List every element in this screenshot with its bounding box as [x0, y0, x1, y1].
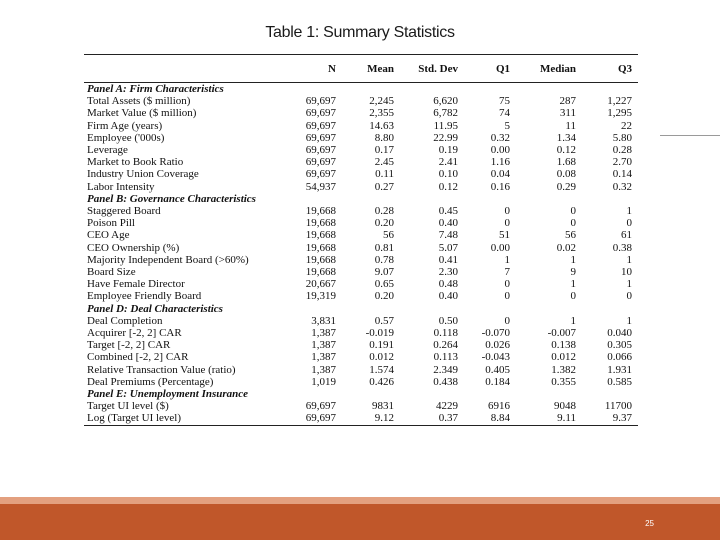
cell-std-dev: 4229: [436, 400, 458, 413]
cell-mean: 0.78: [374, 253, 394, 266]
cell-q1: 0: [504, 205, 510, 218]
table-row: [84, 376, 638, 388]
footer-bar: [0, 504, 720, 540]
header-label-cell: [84, 55, 280, 83]
cell-median: 0.29: [556, 180, 576, 193]
cell-q3: 1: [626, 278, 632, 291]
table-row: [84, 120, 638, 132]
header-std-dev: Std. Dev: [400, 55, 464, 83]
cell-n: 3,831: [311, 314, 336, 327]
cell-q3: 1,227: [607, 95, 632, 108]
cell-q3: 1: [626, 205, 632, 218]
cell-mean: 0.426: [369, 375, 394, 388]
cell-q3: 0: [626, 217, 632, 230]
cell-q3: 0.066: [607, 351, 632, 364]
cell-q1: 0.405: [485, 363, 510, 376]
cell-median: 56: [565, 229, 576, 242]
divider-line: [660, 135, 720, 136]
cell-n: 1,387: [311, 327, 336, 340]
table-row: [84, 412, 638, 424]
table-row: [84, 217, 638, 229]
cell-median: 11: [565, 119, 576, 132]
cell-n: 69,697: [305, 400, 336, 413]
cell-q1: -0.070: [481, 327, 510, 340]
cell-n: 69,697: [305, 412, 336, 425]
cell-q1: 0.04: [490, 168, 510, 181]
row-label: Firm Age (years): [87, 119, 163, 132]
cell-std-dev: 0.45: [438, 205, 458, 218]
cell-median: 9048: [554, 400, 576, 413]
cell-q1: 5: [504, 119, 510, 132]
row-label: Leverage: [87, 144, 128, 157]
cell-median: 0.08: [556, 168, 576, 181]
table-row: [84, 339, 638, 351]
cell-q1: 0.026: [485, 339, 510, 352]
cell-std-dev: 2.349: [433, 363, 458, 376]
row-label: Market to Book Ratio: [87, 156, 184, 169]
row-label: Target [-2, 2] CAR: [87, 339, 171, 352]
cell-std-dev: 0.113: [433, 351, 458, 364]
cell-median: 0.12: [556, 144, 576, 157]
cell-std-dev: 0.48: [438, 278, 458, 291]
table-row: [84, 327, 638, 339]
cell-q3: 61: [621, 229, 632, 242]
cell-mean: 2,355: [369, 107, 394, 120]
header-mean: Mean: [342, 55, 400, 83]
cell-n: 69,697: [305, 168, 336, 181]
row-label: Market Value ($ million): [87, 107, 197, 120]
cell-q1: 8.84: [490, 412, 510, 425]
cell-median: 0.355: [551, 375, 576, 388]
table-body: [84, 83, 638, 425]
cell-median: 1.34: [556, 131, 576, 144]
cell-n: 19,668: [305, 241, 336, 254]
cell-q1: 7: [504, 266, 510, 279]
panel-heading: Panel B: Governance Characteristics: [87, 192, 256, 205]
cell-q3: 1.931: [607, 363, 632, 376]
cell-n: 1,387: [311, 363, 336, 376]
cell-median: 287: [559, 95, 576, 108]
cell-std-dev: 0.264: [433, 339, 458, 352]
footer-accent-strip: [0, 497, 720, 504]
cell-n: 69,697: [305, 107, 336, 120]
cell-median: 1.68: [556, 156, 576, 169]
cell-q1: 1.16: [490, 156, 510, 169]
cell-n: 69,697: [305, 144, 336, 157]
cell-median: 9.11: [557, 412, 576, 425]
cell-mean: 0.81: [374, 241, 394, 254]
cell-mean: -0.019: [365, 327, 394, 340]
table-row: [84, 266, 638, 278]
row-label: Industry Union Coverage: [87, 168, 199, 181]
cell-n: 19,668: [305, 217, 336, 230]
cell-n: 69,697: [305, 95, 336, 108]
cell-q3: 0: [626, 290, 632, 303]
cell-std-dev: 2.41: [438, 156, 458, 169]
cell-mean: 0.27: [374, 180, 394, 193]
row-label: CEO Age: [87, 229, 130, 242]
page-number: 25: [645, 519, 654, 528]
cell-n: 1,019: [311, 375, 336, 388]
row-label: Target UI level ($): [87, 400, 169, 413]
row-label: Employee Friendly Board: [87, 290, 202, 303]
cell-median: 1: [570, 253, 576, 266]
table-row: [84, 254, 638, 266]
cell-q3: 1: [626, 253, 632, 266]
cell-q1: 0.16: [490, 180, 510, 193]
cell-std-dev: 0.118: [433, 327, 458, 340]
cell-median: 0.02: [556, 241, 576, 254]
row-label: Relative Transaction Value (ratio): [87, 363, 236, 376]
panel-heading-row: [84, 83, 638, 96]
cell-n: 1,387: [311, 339, 336, 352]
cell-q3: 0.305: [607, 339, 632, 352]
cell-std-dev: 22.99: [433, 131, 458, 144]
cell-median: 9: [570, 266, 576, 279]
table-row: [84, 95, 638, 107]
cell-std-dev: 0.12: [438, 180, 458, 193]
cell-mean: 0.65: [374, 278, 394, 291]
cell-q3: 0.585: [607, 375, 632, 388]
cell-mean: 0.11: [375, 168, 394, 181]
cell-n: 69,697: [305, 156, 336, 169]
cell-median: 1: [570, 314, 576, 327]
panel-heading-row: [84, 303, 638, 315]
row-label: Majority Independent Board (>60%): [87, 253, 249, 266]
cell-std-dev: 0.40: [438, 217, 458, 230]
cell-std-dev: 0.41: [438, 253, 458, 266]
panel-heading-row: [84, 193, 638, 205]
table-row: [84, 156, 638, 168]
cell-q1: 0: [504, 290, 510, 303]
cell-q1: 0: [504, 217, 510, 230]
header-q3: Q3: [582, 55, 638, 83]
cell-q3: 10: [621, 266, 632, 279]
slide-title: Table 1: Summary Statistics: [265, 24, 455, 41]
cell-mean: 0.012: [369, 351, 394, 364]
cell-q3: 0.38: [612, 241, 632, 254]
cell-q3: 2.70: [612, 156, 632, 169]
cell-n: 69,697: [305, 131, 336, 144]
row-label: Staggered Board: [87, 205, 161, 218]
cell-std-dev: 0.37: [438, 412, 458, 425]
table-row: [84, 107, 638, 119]
panel-heading: Panel A: Firm Characteristics: [87, 83, 224, 95]
cell-q1: 6916: [488, 400, 510, 413]
cell-mean: 0.28: [374, 205, 394, 218]
table-row: [84, 242, 638, 254]
cell-std-dev: 11.95: [433, 119, 458, 132]
cell-q1: 0.32: [490, 131, 510, 144]
cell-std-dev: 5.07: [438, 241, 458, 254]
cell-median: 0: [570, 205, 576, 218]
cell-n: 1,387: [311, 351, 336, 364]
cell-median: 0.012: [551, 351, 576, 364]
cell-mean: 0.20: [374, 290, 394, 303]
row-label: CEO Ownership (%): [87, 241, 180, 254]
cell-mean: 9831: [372, 400, 394, 413]
cell-std-dev: 7.48: [438, 229, 458, 242]
cell-std-dev: 0.40: [438, 290, 458, 303]
cell-q3: 0.28: [612, 144, 632, 157]
cell-median: 0: [570, 290, 576, 303]
cell-std-dev: 2.30: [438, 266, 458, 279]
cell-q3: 0.14: [612, 168, 632, 181]
cell-n: 19,668: [305, 253, 336, 266]
summary-statistics-table: [84, 55, 638, 425]
panel-heading-row: [84, 388, 638, 400]
row-label: Have Female Director: [87, 278, 185, 291]
table-row: [84, 290, 638, 302]
table-row: [84, 144, 638, 156]
cell-q3: 1: [626, 314, 632, 327]
cell-mean: 56: [383, 229, 394, 242]
table-row: [84, 400, 638, 412]
table-row: [84, 278, 638, 290]
cell-median: 0.138: [551, 339, 576, 352]
cell-mean: 0.20: [374, 217, 394, 230]
header-median: Median: [516, 55, 582, 83]
cell-mean: 0.17: [374, 144, 394, 157]
table-row: [84, 181, 638, 193]
panel-heading: Panel D: Deal Characteristics: [87, 302, 223, 315]
cell-mean: 14.63: [369, 119, 394, 132]
cell-q1: 74: [499, 107, 510, 120]
cell-std-dev: 0.438: [433, 375, 458, 388]
cell-n: 54,937: [305, 180, 336, 193]
table-row: [84, 364, 638, 376]
cell-n: 20,667: [305, 278, 336, 291]
cell-q3: 5.80: [612, 131, 632, 144]
row-label: Employee ('000s): [87, 131, 165, 144]
cell-median: 1: [570, 278, 576, 291]
cell-q3: 11700: [604, 400, 632, 413]
cell-q3: 1,295: [607, 107, 632, 120]
cell-q1: 0.00: [490, 144, 510, 157]
cell-q1: 75: [499, 95, 510, 108]
cell-q3: 22: [621, 119, 632, 132]
header-q1: Q1: [464, 55, 516, 83]
cell-q3: 0.32: [612, 180, 632, 193]
cell-mean: 1.574: [369, 363, 394, 376]
cell-mean: 9.12: [374, 412, 394, 425]
cell-std-dev: 0.50: [438, 314, 458, 327]
cell-q1: 0: [504, 278, 510, 291]
cell-n: 19,668: [305, 205, 336, 218]
cell-n: 19,668: [305, 229, 336, 242]
row-label: Board Size: [87, 266, 136, 279]
row-label: Deal Completion: [87, 314, 163, 327]
cell-std-dev: 6,782: [433, 107, 458, 120]
cell-mean: 2.45: [374, 156, 394, 169]
cell-mean: 2,245: [369, 95, 394, 108]
cell-median: 1.382: [551, 363, 576, 376]
table-row: [84, 205, 638, 217]
row-label: Acquirer [-2, 2] CAR: [87, 327, 182, 340]
cell-std-dev: 0.19: [438, 144, 458, 157]
table-row: [84, 351, 638, 363]
cell-q1: 51: [499, 229, 510, 242]
table-row: [84, 132, 638, 144]
cell-median: 311: [559, 107, 576, 120]
table-row: [84, 229, 638, 241]
cell-median: -0.007: [547, 327, 576, 340]
panel-heading: Panel E: Unemployment Insurance: [87, 388, 249, 401]
cell-mean: 0.191: [369, 339, 394, 352]
cell-mean: 9.07: [374, 266, 394, 279]
row-label: Labor Intensity: [87, 180, 155, 193]
cell-q1: 0.184: [485, 375, 510, 388]
row-label: Total Assets ($ million): [87, 95, 191, 108]
cell-mean: 0.57: [374, 314, 394, 327]
cell-q1: 1: [504, 253, 510, 266]
cell-n: 19,668: [305, 266, 336, 279]
cell-std-dev: 0.10: [438, 168, 458, 181]
table-row: [84, 315, 638, 327]
cell-q3: 0.040: [607, 327, 632, 340]
row-label: Combined [-2, 2] CAR: [87, 351, 189, 364]
cell-n: 69,697: [305, 119, 336, 132]
cell-n: 19,319: [305, 290, 336, 303]
table-header-row: [84, 55, 638, 83]
cell-q1: 0.00: [490, 241, 510, 254]
cell-mean: 8.80: [374, 131, 394, 144]
cell-q1: -0.043: [481, 351, 510, 364]
cell-std-dev: 6,620: [433, 95, 458, 108]
header-n: N: [280, 55, 342, 83]
row-label: Deal Premiums (Percentage): [87, 375, 214, 388]
cell-q1: 0: [504, 314, 510, 327]
row-label: Log (Target UI level): [87, 412, 182, 425]
cell-median: 0: [570, 217, 576, 230]
cell-q3: 9.37: [612, 412, 632, 425]
table-row: [84, 168, 638, 180]
summary-statistics-table-container: [84, 54, 638, 426]
row-label: Poison Pill: [87, 217, 135, 230]
